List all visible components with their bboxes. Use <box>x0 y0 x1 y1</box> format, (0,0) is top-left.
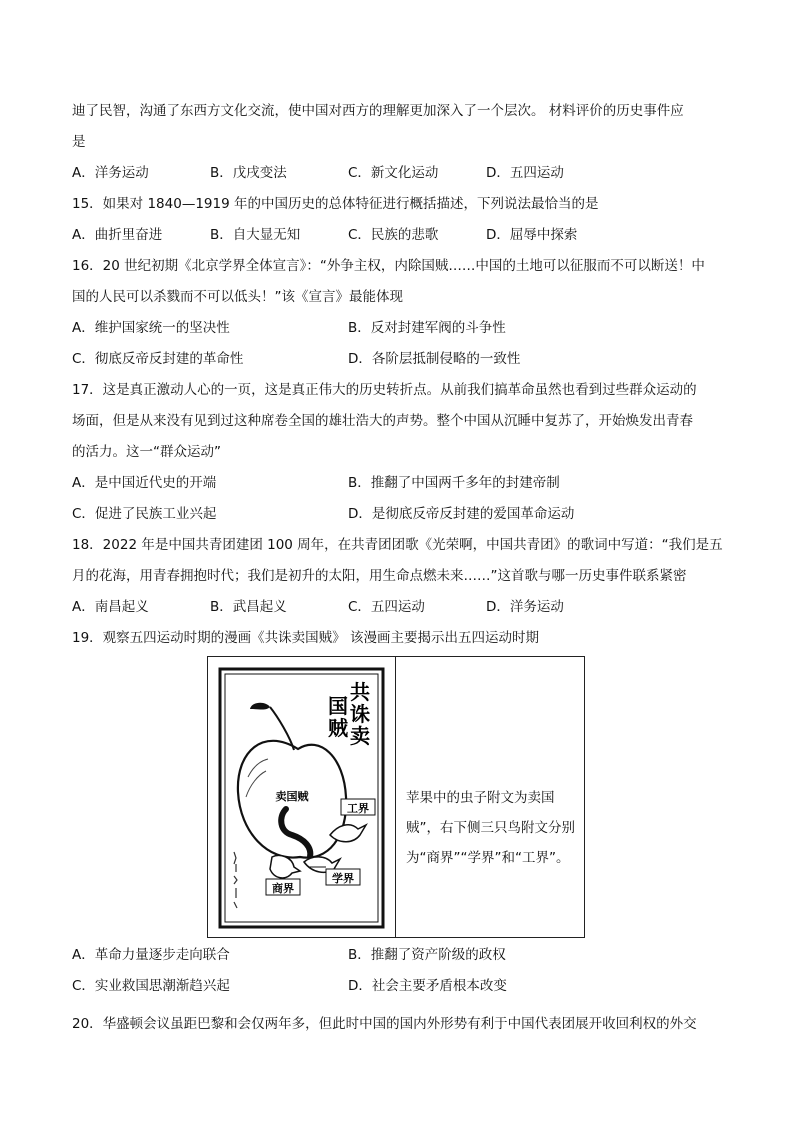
cartoon-title-1: 共 <box>350 680 370 704</box>
q17-option-d: D．是彻底反帝反封建的爱国革命运动 <box>348 506 575 522</box>
q18-stem-line-2: 月的花海，用青春拥抱时代；我们是初升的太阳，用生命点燃未来……”这首歌与哪一历史事件联系紧密 <box>72 568 687 584</box>
q19-option-d: D．社会主要矛盾根本改变 <box>348 978 507 994</box>
cartoon-title-4: 国 <box>328 694 348 718</box>
label-gongjie: 工界 <box>347 802 369 815</box>
q15-stem: 15．如果对 1840—1919 年的中国历史的总体特征进行概括描述，下列说法最恰当的是 <box>72 196 599 212</box>
bird-shangjie-icon <box>270 855 300 877</box>
label-apple: 卖国贼 <box>275 790 309 803</box>
cartoon-drawing <box>208 657 394 937</box>
q18-option-b: B．武昌起义 <box>210 599 287 615</box>
q16-option-c: C．彻底反帝反封建的革命性 <box>72 351 244 367</box>
q20-stem: 20．华盛顿会议虽距巴黎和会仅两年多，但此时中国的国内外形势有利于中国代表团展开收回利权的外交 <box>72 1016 697 1032</box>
q19-option-b: B．推翻了资产阶级的政权 <box>348 947 506 963</box>
cartoon-caption: 苹果中的虫子附文为卖国贼”，右下侧三只鸟附文分别为“商界”“学界”和“工界”。 <box>406 790 575 866</box>
q17-option-b: B．推翻了中国两千多年的封建帝制 <box>348 475 560 491</box>
q19-option-c: C．实业救国思潮渐趋兴起 <box>72 978 230 994</box>
apple-leaf <box>250 703 270 710</box>
cartoon-title-2: 诛 <box>350 702 370 726</box>
q17-stem-line-1: 17．这是真正激动人心的一页，这是真正伟大的历史转折点。从前我们搞革命虽然也看到过些群众运动的 <box>72 382 697 398</box>
cartoon-title-5: 贼 <box>328 716 348 740</box>
q15-option-c: C．民族的悲歌 <box>348 227 439 243</box>
q15-option-d: D．屈辱中探索 <box>486 227 578 243</box>
cartoon-table <box>207 656 585 938</box>
q17-stem-line-3: 的活力。这一“群众运动” <box>72 444 221 460</box>
q16-option-b: B．反对封建军阀的斗争性 <box>348 320 506 336</box>
q19-stem: 19．观察五四运动时期的漫画《共诛卖国贼》 该漫画主要揭示出五四运动时期 <box>72 630 539 646</box>
q18-option-d: D．洋务运动 <box>486 599 564 615</box>
q14-option-d: D．五四运动 <box>486 165 564 181</box>
q17-option-c: C．促进了民族工业兴起 <box>72 506 217 522</box>
label-shangjie: 商界 <box>272 882 294 895</box>
intro-line-1: 迪了民智，沟通了东西方文化交流，使中国对西方的理解更加深入了一个层次。 材料评价的历史事件应 <box>72 103 684 119</box>
q14-option-c: C．新文化运动 <box>348 165 439 181</box>
q16-option-d: D．各阶层抵制侵略的一致性 <box>348 351 521 367</box>
q17-option-a: A．是中国近代史的开端 <box>72 475 217 491</box>
q18-option-c: C．五四运动 <box>348 599 425 615</box>
q17-stem-line-2: 场面，但是从来没有见到过这种席卷全国的雄壮浩大的声势。整个中国从沉睡中复苏了，开始焕发出青春 <box>72 413 693 429</box>
q15-option-b: B．自大显无知 <box>210 227 301 243</box>
q19-option-a: A．革命力量逐步走向联合 <box>72 947 230 963</box>
cartoon-title-3: 卖 <box>350 724 370 748</box>
q18-stem-line-1: 18．2022 年是中国共青团建团 100 周年，在共青团团歌《光荣啊，中国共青团》的歌词中写道：“我们是五 <box>72 537 723 553</box>
q16-option-a: A．维护国家统一的坚决性 <box>72 320 230 336</box>
q16-stem-line-2: 国的人民可以杀戮而不可以低头！”该《宣言》最能体现 <box>72 289 403 305</box>
cartoon-image <box>208 657 396 937</box>
q18-option-a: A．南昌起义 <box>72 599 149 615</box>
label-xuejie: 学界 <box>332 872 354 885</box>
intro-line-2: 是 <box>72 134 86 150</box>
q14-option-a: A．洋务运动 <box>72 165 149 181</box>
q15-option-a: A．曲折里奋进 <box>72 227 163 243</box>
artist-signature <box>234 852 237 908</box>
q16-stem-line-1: 16．20 世纪初期《北京学界全体宣言》：“外争主权，内除国贼……中国的土地可以征服而不可以断送！中 <box>72 258 705 274</box>
q14-option-b: B．戊戌变法 <box>210 165 287 181</box>
